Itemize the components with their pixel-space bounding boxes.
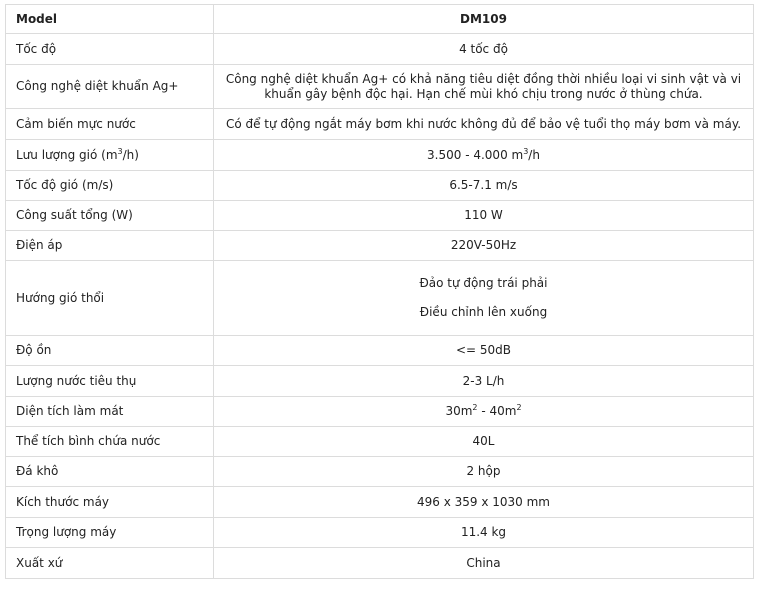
- spec-row-origin: [6, 548, 754, 579]
- value-text: /h: [528, 147, 540, 162]
- value-text: 30m: [445, 404, 473, 418]
- spec-value: 6.5-7.1 m/s: [214, 171, 754, 201]
- spec-label: Diện tích làm mát: [6, 397, 214, 427]
- label-superscript: 3: [117, 146, 123, 156]
- spec-value: 2 hộp: [214, 457, 754, 487]
- spec-row-water-usage: [6, 366, 754, 397]
- spec-value: 11.4 kg: [214, 518, 754, 548]
- spec-row-noise: [6, 336, 754, 366]
- spec-value: <= 50dB: [214, 336, 754, 366]
- spec-row-ice-pack: [6, 457, 754, 487]
- spec-value: [214, 140, 754, 171]
- spec-label: Hướng gió thổi: [6, 261, 214, 336]
- spec-row-speed: [6, 34, 754, 65]
- spec-table: [5, 4, 754, 579]
- spec-row-cooling-area: [6, 397, 754, 427]
- spec-row-wind-speed: [6, 171, 754, 201]
- spec-value: 4 tốc độ: [214, 34, 754, 65]
- spec-label: Công suất tổng (W): [6, 201, 214, 231]
- spec-label: Cảm biến mực nước: [6, 109, 214, 140]
- spec-value: Công nghệ diệt khuẩn Ag+ có khả năng tiêu diệt đồng thời nhiều loại vi sinh vật và vi khuẩn gây bệnh độc hại. Hạn chế mùi khó chịu trong nước ở thùng chứa.: [214, 65, 754, 109]
- value-text: - 40m: [477, 404, 517, 418]
- spec-label: Điện áp: [6, 231, 214, 261]
- spec-row-dimensions: [6, 487, 754, 518]
- label-text: /h): [122, 147, 139, 162]
- spec-value: [214, 397, 754, 427]
- value-text: 3.500 - 4.000 m: [427, 147, 524, 162]
- spec-row-air-direction: [6, 261, 754, 336]
- header-model: DM109: [214, 5, 754, 34]
- label-text: Lưu lượng gió (m: [16, 147, 118, 162]
- spec-value: 40L: [214, 427, 754, 457]
- value-line: Điều chỉnh lên xuống: [419, 305, 548, 319]
- spec-row-tank-volume: [6, 427, 754, 457]
- header-row: [6, 5, 754, 34]
- spec-label: Thể tích bình chứa nước: [6, 427, 214, 457]
- spec-row-voltage: [6, 231, 754, 261]
- spec-row-airflow: [6, 140, 754, 171]
- value-line: Đảo tự động trái phải: [419, 276, 548, 290]
- spec-label: Độ ồn: [6, 336, 214, 366]
- value-superscript: 3: [523, 146, 529, 156]
- spec-value: 2-3 L/h: [214, 366, 754, 397]
- spec-label: Xuất xứ: [6, 548, 214, 579]
- header-label: Model: [6, 5, 214, 34]
- spec-label: Lượng nước tiêu thụ: [6, 366, 214, 397]
- spec-label: Đá khô: [6, 457, 214, 487]
- spec-label: Kích thước máy: [6, 487, 214, 518]
- spec-value: China: [214, 548, 754, 579]
- spec-value: 496 x 359 x 1030 mm: [214, 487, 754, 518]
- spec-label: Công nghệ diệt khuẩn Ag+: [6, 65, 214, 109]
- spec-value: 110 W: [214, 201, 754, 231]
- spec-row-antibacterial: [6, 65, 754, 109]
- spec-label: Tốc độ gió (m/s): [6, 171, 214, 201]
- spec-row-water-sensor: [6, 109, 754, 140]
- spec-row-power: [6, 201, 754, 231]
- spec-label: [6, 140, 214, 171]
- spec-value: [214, 261, 754, 336]
- value-superscript: 2: [472, 403, 478, 412]
- spec-label: Tốc độ: [6, 34, 214, 65]
- spec-row-weight: [6, 518, 754, 548]
- value-superscript: 2: [516, 403, 522, 412]
- spec-value: 220V-50Hz: [214, 231, 754, 261]
- spec-label: Trọng lượng máy: [6, 518, 214, 548]
- spec-value: Có để tự động ngắt máy bơm khi nước không đủ để bảo vệ tuổi thọ máy bơm và máy.: [214, 109, 754, 140]
